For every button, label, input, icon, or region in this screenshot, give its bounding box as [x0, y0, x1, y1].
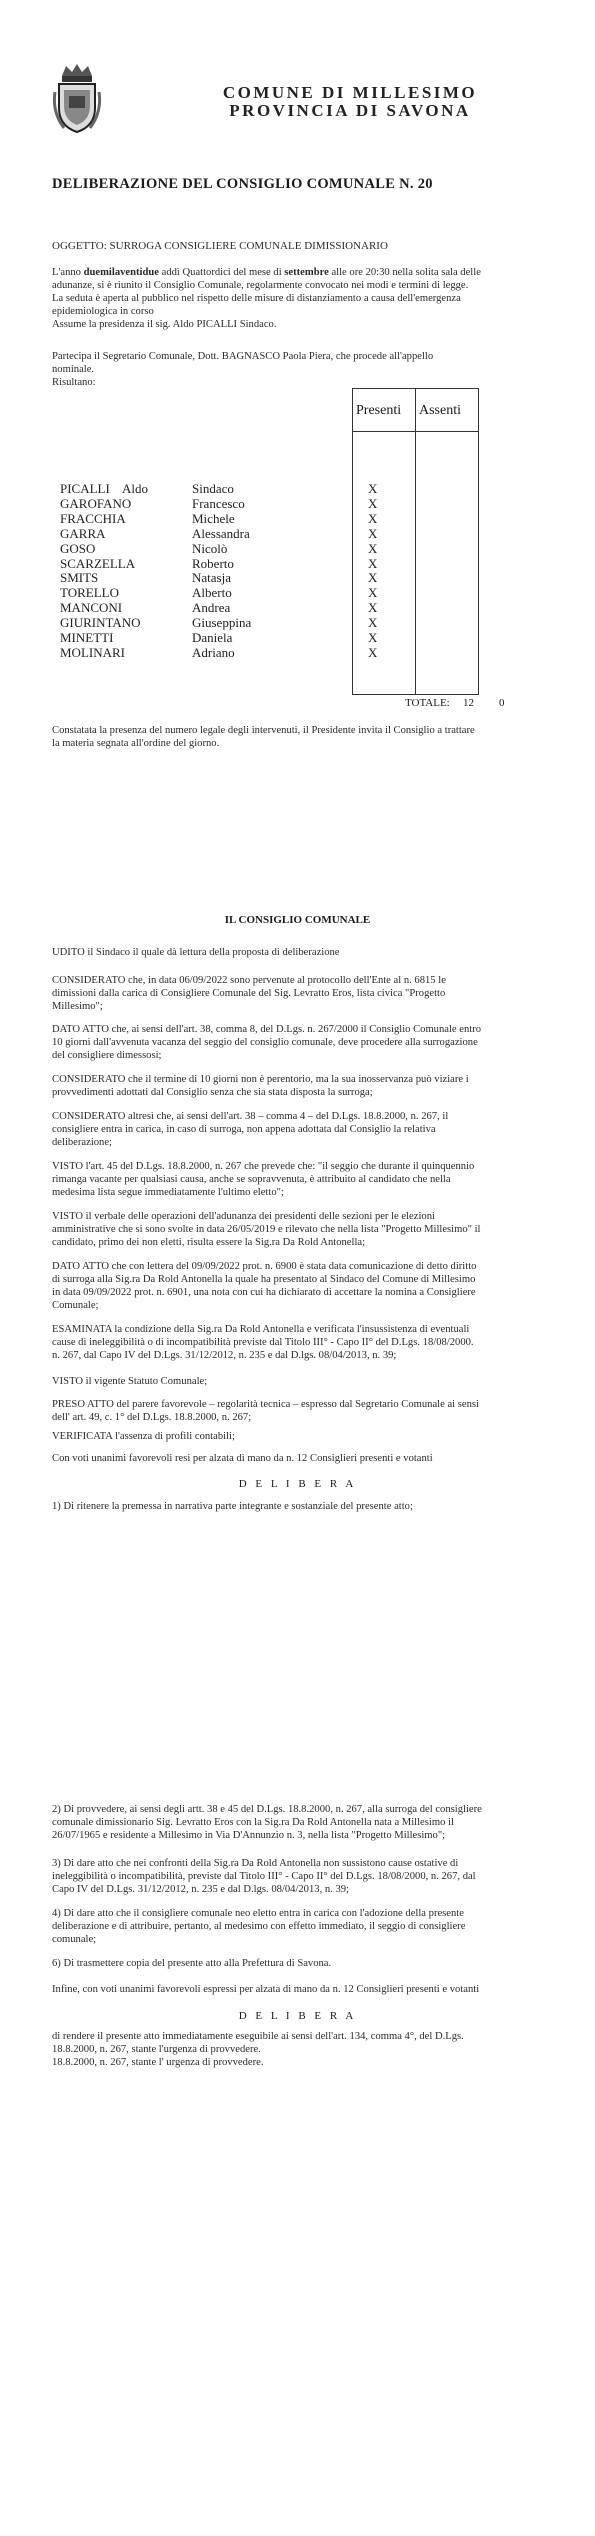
delibera-heading: D E L I B E R A [238, 1478, 357, 1490]
member-present-mark: X [368, 585, 378, 601]
immediate-execution-repeat: 18.8.2000, n. 267, stante l' urgenza di provvedere. [52, 2057, 264, 2068]
member-present-mark: X [368, 615, 378, 631]
member-given-name: Adriano [192, 644, 235, 660]
member-present-mark: X [368, 570, 378, 586]
totals-row [405, 697, 505, 709]
member-present-mark: X [368, 540, 378, 556]
member-surname: GAROFANO [60, 495, 132, 511]
member-surname: MOLINARI [60, 644, 125, 660]
member-present-mark: X [368, 510, 378, 526]
total-label: TOTALE: [405, 697, 450, 709]
member-present-mark: X [368, 630, 378, 645]
municipality-header [190, 84, 510, 120]
considerato-2: CONSIDERATO che il termine di 10 giorni non è perentorio, ma la sua inosservanza può viziare i provvedimenti adottati dal Consiglio senza che sia stata disposta la surroga; [52, 1074, 469, 1098]
absent-header: Assenti [419, 403, 461, 418]
resolution-3: 3) Di dare atto che nei confronti della Sig.ra Da Rold Antonella non sussistono cause ostative di ineleggibilità o incompatibilità, previste dal Titolo III° - Capo II° del D.Lgs. 18/08/2000, n. 267, dal Capo IV del D.Lgs. 31/12/2012, n. 235 e dal D.lgs. 08/04/2013, n. 39; [52, 1858, 476, 1895]
secretary-paragraph: Partecipa il Segretario Comunale, Dott. BAGNASCO Paola Piera, che procede all'appello nominale. [52, 351, 434, 375]
preso-atto: PRESO ATTO del parere favorevole – regolarità tecnica – espresso dal Segretario Comunale ai sensi dell' art. 49, c. 1° del D.Lgs. 18.8.2000, n. 267; [52, 1399, 479, 1423]
member-surname: GARRA [60, 525, 106, 541]
considerato-3: CONSIDERATO altresì che, ai sensi dell'art. 38 – comma 4 – del D.Lgs. 18.8.2000, n. 267, il consigliere entra in carica, in caso di surroga, non appena adottata dal Consiglio la relativa deliberazione; [52, 1111, 449, 1148]
member-surname: GIURINTANO [60, 615, 141, 631]
total-present: 12 [463, 697, 474, 709]
intro-paragraph: L'anno duemilaventidue addì Quattordici del mese di settembre alle ore 20:30 nella solita sala delle adunanze, si è riunito il Consiglio Comunale, regolarmente convocato nei modi e termini di legge. La seduta è aperta al pubblico nel rispetto delle misure di distanziamento a causa dell'emergenza epidemiologica in corso Assume la presidenza il sig. Aldo PICALLI Sindaco. [52, 267, 481, 330]
town-name: COMUNE DI MILLESIMO [222, 83, 478, 102]
visto-art45: VISTO l'art. 45 del D.Lgs. 18.8.2000, n. 267 che prevede che: "il seggio che durante il quinquennio rimanga vacante per qualsiasi causa, anche se sopravvenuta, è attribuito al candidato che nella medesima lista segue immediatamente l'ultimo eletto"; [52, 1161, 475, 1198]
member-surname: GOSO [60, 540, 96, 556]
visto-verbale: VISTO il verbale delle operazioni dell'adunanza dei presidenti delle sezioni per le elezioni amministrative che si sono svolte in data 26/05/2019 e rilevato che nella lista "Progetto Millesimo" il candidato, primo dei non eletti, risulta essere la Sig.ra Da Rold Antonella; [52, 1211, 481, 1248]
member-surname: TORELLO [60, 585, 119, 601]
member-present-mark: X [368, 481, 378, 496]
member-given-name: Francesco [192, 495, 245, 511]
member-first-name: Aldo [122, 481, 148, 496]
considerato-1: CONSIDERATO che, in data 06/09/2022 sono pervenute al protocollo dell'Ente al n. 6815 le dimissioni dalla carica di Consigliere Comunale del Sig. Levratto Eros, lista civica "Progetto Millesimo"; [52, 975, 446, 1012]
resolution-4: 4) Di dare atto che il consigliere comunale neo eletto entra in carica con l'adozione della presente deliberazione e di attribuire, pertanto, al medesimo con effetto immediato, il seggio di consigliere comunale; [52, 1908, 466, 1945]
document-title: DELIBERAZIONE DEL CONSIGLIO COMUNALE N. 20 [52, 176, 433, 192]
province-name: PROVINCIA DI SAVONA [229, 101, 471, 120]
member-given-name: Daniela [192, 630, 233, 645]
dato-atto-1: DATO ATTO che, ai sensi dell'art. 38, comma 8, del D.Lgs. n. 267/2000 il Consiglio Comunale entro 10 giorni dall'avvenuta vacanza del seggio del consiglio comunale, deve procedere alla surrogazione del consigliere dimessosi; [52, 1024, 482, 1061]
member-given-name: Michele [192, 510, 235, 526]
member-surname: PICALLI [60, 481, 110, 496]
member-present-mark: X [368, 525, 378, 541]
resolution-6: 6) Di trasmettere copia del presente atto alla Prefettura di Savona. [52, 1958, 332, 1969]
delibera-heading-2: D E L I B E R A [238, 2010, 357, 2022]
member-surname: SMITS [60, 570, 99, 586]
results-label: Risultano: [52, 377, 96, 388]
member-surname: FRACCHIA [60, 510, 126, 526]
member-present-mark: X [368, 555, 378, 571]
subject-line: OGGETTO: SURROGA CONSIGLIERE COMUNALE DIMISSIONARIO [52, 240, 388, 252]
member-given-name: Sindaco [192, 481, 234, 496]
esaminata: ESAMINATA la condizione della Sig.ra Da Rold Antonella e verificata l'insussistenza di eventuali cause di ineleggibilità o di incompatibilità previste dal Titolo III° - Capo II° del D.Lgs. 18/08/2000. n. 267, dal Capo IV del D.Lgs. 31/12/2012, n. 235 e dal D.lgs. 08/04/2013, n. 39; [52, 1324, 474, 1361]
presidency-line: Assume la presidenza il sig. Aldo PICALLI Sindaco. [52, 319, 277, 330]
resolution-2: 2) Di provvedere, ai sensi degli artt. 38 e 45 del D.Lgs. 18.8.2000, n. 267, alla surroga del consigliere comunale dimissionario Sig. Levratto Eros con la Sig.ra Da Rold Antonella nata a Millesimo il 26/07/1965 e residente a Millesimo in Via D'Annunzio n. 3, nella lista "Progetto Millesimo"; [52, 1804, 482, 1841]
voting-statement: Con voti unanimi favorevoli resi per alzata di mano da n. 12 Consiglieri presenti e votanti [52, 1453, 433, 1464]
member-given-name: Natasja [192, 570, 231, 586]
council-heading: IL CONSIGLIO COMUNALE [224, 914, 371, 926]
member-surname: SCARZELLA [60, 555, 136, 571]
member-given-name: Giuseppina [192, 615, 252, 631]
member-given-name: Nicolò [192, 540, 228, 556]
verificata: VERIFICATA l'assenza di profili contabili; [52, 1431, 235, 1442]
present-header: Presenti [356, 403, 402, 418]
member-given-name: Roberto [192, 555, 234, 571]
member-surname: MINETTI [60, 630, 114, 645]
coat-of-arms-crest [52, 62, 102, 134]
member-given-name: Andrea [192, 600, 231, 616]
udito-line: UDITO il Sindaco il quale dà lettura della proposta di deliberazione [52, 947, 340, 958]
visto-statuto: VISTO il vigente Statuto Comunale; [52, 1376, 208, 1387]
final-vote-statement: Infine, con voti unanimi favorevoli espressi per alzata di mano da n. 12 Consiglieri presenti e votanti [52, 1984, 480, 1995]
immediate-execution: di rendere il presente atto immediatamente eseguibile ai sensi dell'art. 134, comma 4°, del D.Lgs. 18.8.2000, n. 267, stante l'urgenza di provvedere. [52, 2031, 464, 2055]
resolution-1: 1) Di ritenere la premessa in narrativa parte integrante e sostanziale del presente atto; [52, 1501, 413, 1512]
quorum-paragraph: Constatata la presenza del numero legale degli intervenuti, il Presidente invita il Consiglio a trattare la materia segnata all'ordine del giorno. [52, 725, 475, 749]
member-given-name: Alberto [192, 585, 232, 601]
member-given-name: Alessandra [192, 525, 250, 541]
dato-atto-2: DATO ATTO che con lettera del 09/09/2022 prot. n. 6900 è stata data comunicazione di detto diritto di surroga alla Sig.ra Da Rold Antonella la quale ha presentato al Sindaco del Comune di Millesimo in data 09/09/2022 prot. n. 6901, una nota con cui ha dichiarato di accettare la nomina a Consigliere Comunale; [52, 1261, 477, 1311]
member-present-mark: X [368, 644, 378, 660]
total-absent: 0 [499, 697, 505, 709]
member-surname: MANCONI [60, 600, 123, 616]
member-present-mark: X [368, 495, 378, 511]
member-present-mark: X [368, 600, 378, 616]
